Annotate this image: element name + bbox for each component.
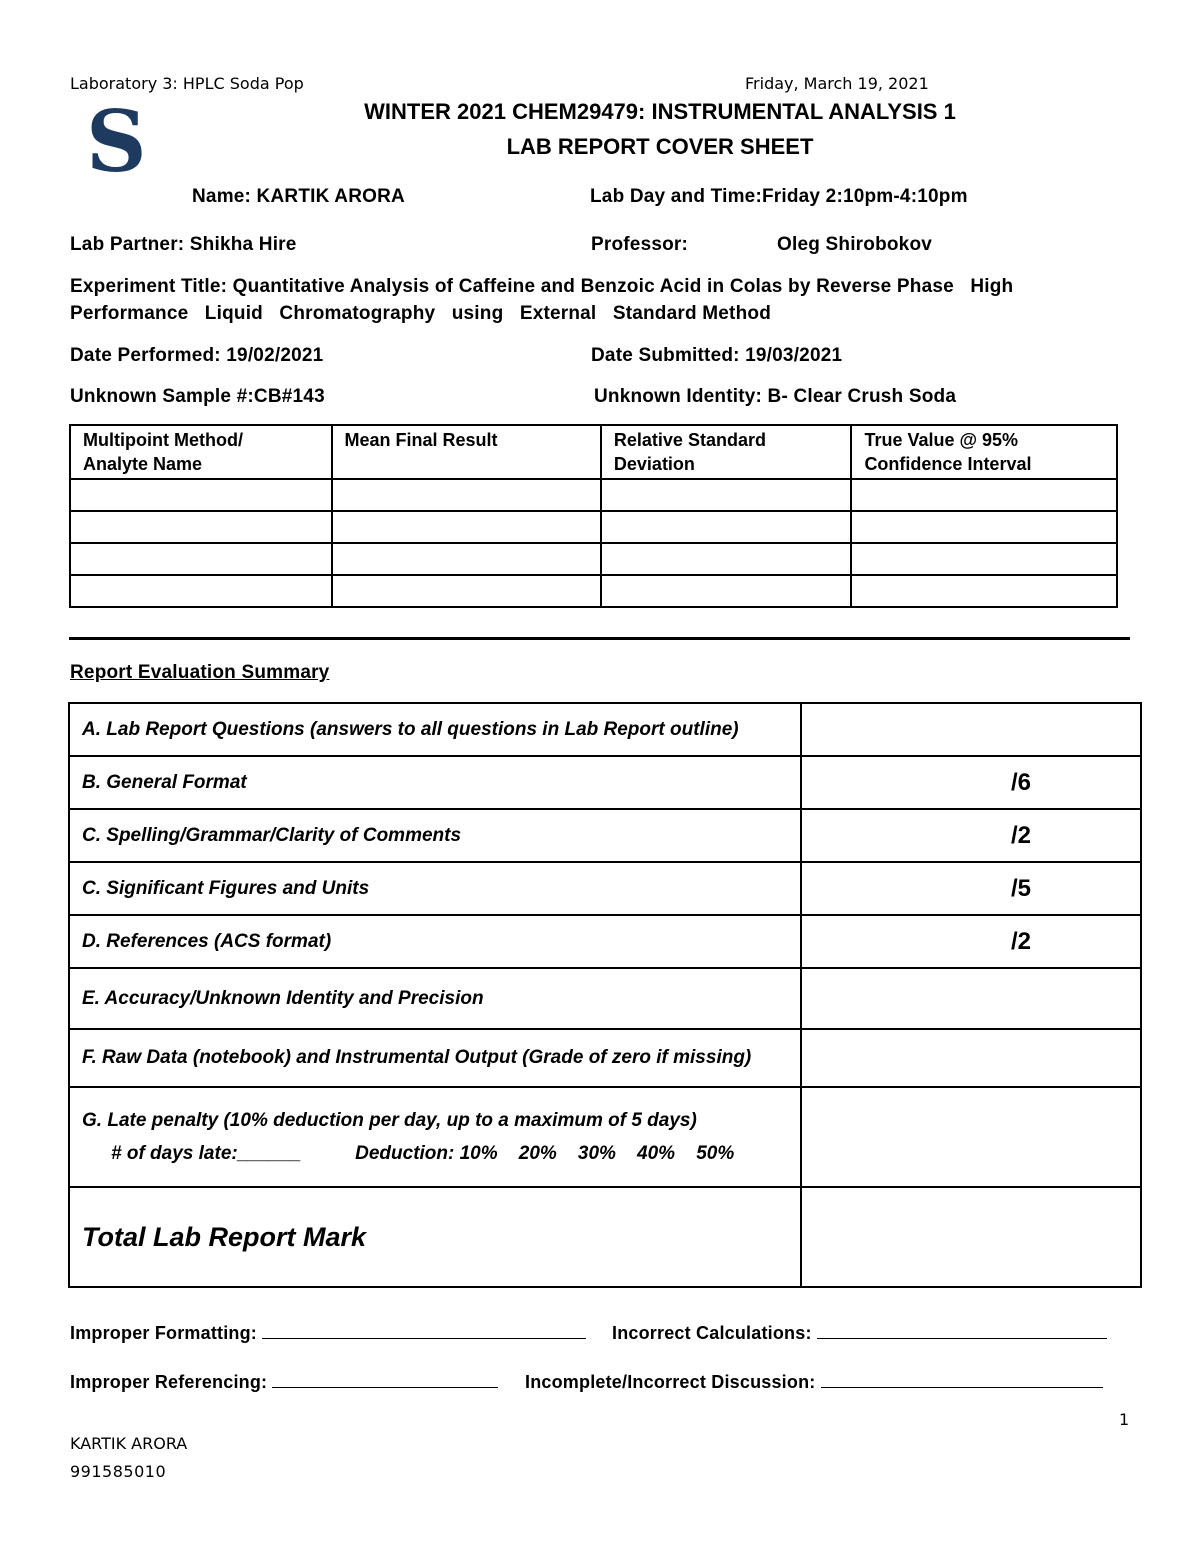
improper-referencing xyxy=(70,1369,498,1393)
table-cell[interactable] xyxy=(70,543,332,575)
evaluation-row xyxy=(69,968,1141,1029)
table-row xyxy=(70,543,1117,575)
table-cell[interactable] xyxy=(601,543,852,575)
table-cell[interactable] xyxy=(70,575,332,607)
incomplete-discussion xyxy=(525,1369,1103,1393)
page-number: 1 xyxy=(1119,1410,1130,1429)
improper-referencing-label: Improper Referencing: xyxy=(70,1372,268,1392)
table-cell[interactable] xyxy=(70,479,332,511)
incorrect-calculations-label: Incorrect Calculations: xyxy=(612,1323,812,1343)
incomplete-discussion-label: Incomplete/Incorrect Discussion: xyxy=(525,1372,816,1392)
date-performed: Date Performed: 19/02/2021 xyxy=(70,345,324,366)
late-penalty-row xyxy=(69,1087,1141,1187)
evaluation-score[interactable] xyxy=(801,968,1141,1029)
total-score[interactable] xyxy=(801,1187,1141,1287)
evaluation-score[interactable]: /5 xyxy=(801,862,1141,915)
header-text: True Value @ 95% xyxy=(864,430,1019,450)
incorrect-calculations xyxy=(612,1320,1107,1344)
evaluation-score[interactable] xyxy=(801,1029,1141,1087)
results-header-cell xyxy=(851,425,1117,479)
professor-label: Professor: xyxy=(591,234,689,255)
table-cell[interactable] xyxy=(851,511,1117,543)
section-divider xyxy=(69,637,1130,640)
table-row xyxy=(70,479,1117,511)
table-cell[interactable] xyxy=(332,479,601,511)
header-date: Friday, March 19, 2021 xyxy=(745,74,929,93)
page-subtitle: LAB REPORT COVER SHEET xyxy=(506,134,814,159)
evaluation-row xyxy=(69,862,1141,915)
table-cell[interactable] xyxy=(332,575,601,607)
days-late-field[interactable]: # of days late:______ xyxy=(111,1143,302,1164)
table-cell[interactable] xyxy=(70,511,332,543)
evaluation-row xyxy=(69,809,1141,862)
evaluation-heading: Report Evaluation Summary xyxy=(70,662,330,683)
evaluation-score[interactable]: /2 xyxy=(801,915,1141,968)
evaluation-table xyxy=(68,702,1142,1288)
unknown-identity: Unknown Identity: B- Clear Crush Soda xyxy=(594,386,957,407)
evaluation-row xyxy=(69,756,1141,809)
results-header-row xyxy=(70,425,1117,479)
table-row xyxy=(70,575,1117,607)
header-text: Multipoint Method/ xyxy=(83,430,243,450)
header-text: Mean Final Result xyxy=(344,430,498,450)
student-name: Name: KARTIK ARORA xyxy=(192,186,405,207)
unknown-sample: Unknown Sample #:CB#143 xyxy=(70,386,325,407)
evaluation-label: C. Spelling/Grammar/Clarity of Comments xyxy=(69,809,801,862)
late-penalty-details xyxy=(82,1137,788,1170)
experiment-title-line1: Experiment Title: Quantitative Analysis of Caffeine and Benzoic Acid in Colas by Reverse Phase High xyxy=(70,276,1014,297)
results-header-cell xyxy=(332,425,601,479)
evaluation-label: A. Lab Report Questions (answers to all questions in Lab Report outline) xyxy=(69,703,801,756)
header-text: Deviation xyxy=(613,454,695,474)
header-left: Laboratory 3: HPLC Soda Pop xyxy=(70,74,304,93)
evaluation-score[interactable]: /2 xyxy=(801,809,1141,862)
table-cell[interactable] xyxy=(851,479,1117,511)
improper-formatting-label: Improper Formatting: xyxy=(70,1323,257,1343)
results-header-cell xyxy=(70,425,332,479)
table-row xyxy=(70,511,1117,543)
table-cell[interactable] xyxy=(851,575,1117,607)
incomplete-discussion-blank[interactable] xyxy=(821,1369,1103,1388)
header-text: Analyte Name xyxy=(83,454,203,474)
table-cell[interactable] xyxy=(332,543,601,575)
evaluation-row xyxy=(69,703,1141,756)
incorrect-calculations-blank[interactable] xyxy=(817,1320,1107,1339)
footer-student-id: 991585010 xyxy=(70,1462,167,1481)
late-penalty-label: G. Late penalty (10% deduction per day, up to a maximum of 5 days) xyxy=(82,1110,697,1131)
improper-formatting-blank[interactable] xyxy=(262,1320,586,1339)
late-penalty-cell xyxy=(69,1087,801,1187)
evaluation-row xyxy=(69,915,1141,968)
evaluation-score[interactable]: /6 xyxy=(801,756,1141,809)
evaluation-label: E. Accuracy/Unknown Identity and Precision xyxy=(69,968,801,1029)
total-label: Total Lab Report Mark xyxy=(69,1187,801,1287)
college-logo: S xyxy=(86,92,147,191)
deduction-options[interactable]: Deduction: 10% 20% 30% 40% 50% xyxy=(355,1143,735,1164)
improper-formatting xyxy=(70,1320,586,1344)
table-cell[interactable] xyxy=(601,511,852,543)
table-cell[interactable] xyxy=(601,479,852,511)
date-submitted: Date Submitted: 19/03/2021 xyxy=(591,345,843,366)
late-penalty-score[interactable] xyxy=(801,1087,1141,1187)
lab-partner: Lab Partner: Shikha Hire xyxy=(70,234,297,255)
lab-day-time: Lab Day and Time:Friday 2:10pm-4:10pm xyxy=(590,186,968,207)
page-title: WINTER 2021 CHEM29479: INSTRUMENTAL ANALYSIS 1 xyxy=(364,99,956,124)
evaluation-label: F. Raw Data (notebook) and Instrumental Output (Grade of zero if missing) xyxy=(69,1029,801,1087)
evaluation-label: B. General Format xyxy=(69,756,801,809)
results-table xyxy=(69,424,1118,608)
header-text: Relative Standard xyxy=(613,430,766,450)
evaluation-row xyxy=(69,1029,1141,1087)
table-cell[interactable] xyxy=(851,543,1117,575)
experiment-title-line2: Performance Liquid Chromatography using External Standard Method xyxy=(70,303,771,324)
footer-name: KARTIK ARORA xyxy=(70,1434,188,1453)
improper-referencing-blank[interactable] xyxy=(272,1369,498,1388)
header-text: Confidence Interval xyxy=(864,454,1032,474)
results-header-cell xyxy=(601,425,852,479)
evaluation-label: D. References (ACS format) xyxy=(69,915,801,968)
evaluation-label: C. Significant Figures and Units xyxy=(69,862,801,915)
table-cell[interactable] xyxy=(332,511,601,543)
total-row xyxy=(69,1187,1141,1287)
evaluation-score[interactable] xyxy=(801,703,1141,756)
table-cell[interactable] xyxy=(601,575,852,607)
professor-name: Oleg Shirobokov xyxy=(777,234,933,255)
